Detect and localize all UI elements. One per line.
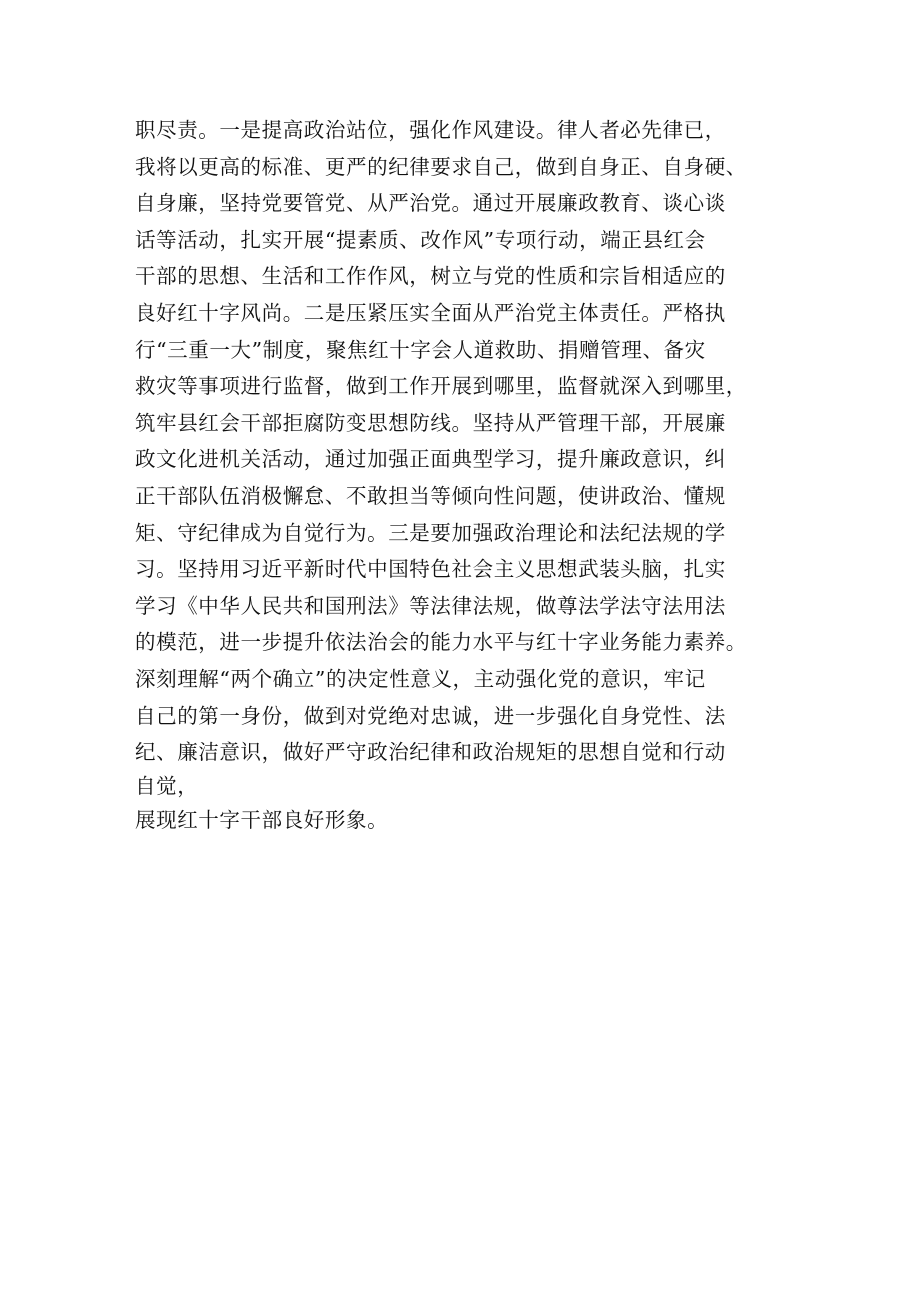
text-line: 矩、守纪律成为自觉行为。三是要加强政治理论和法纪法规的学 — [135, 520, 726, 545]
text-line: 自身廉，坚持党要管党、从严治党。通过开展廉政教育、谈心谈 — [135, 191, 726, 216]
text-line: 习。坚持用习近平新时代中国特色社会主义思想武装头脑，扎实 — [135, 557, 726, 582]
text-line: 深刻理解“两个确立”的决定性意义，主动强化党的意识，牢记 — [135, 666, 706, 691]
text-line: 学习《中华人民共和国刑法》等法律法规，做尊法学法守法用法 — [135, 593, 726, 618]
text-line: 的模范，进一步提升依法治会的能力水平与红十字业务能力素养。 — [135, 630, 747, 655]
text-line: 救灾等事项进行监督，做到工作开展到哪里，监督就深入到哪里， — [135, 374, 747, 399]
text-line: 我将以更高的标准、更严的纪律要求自己，做到自身正、自身硬、 — [135, 154, 747, 179]
text-line: 干部的思想、生活和工作作风，树立与党的性质和宗旨相适应的 — [135, 264, 726, 289]
text-line: 自己的第一身份，做到对党绝对忠诚，进一步强化自身党性、法 — [135, 703, 726, 728]
body-text — [135, 112, 805, 838]
text-line: 正干部队伍消极懈怠、不敢担当等倾向性问题，使讲政治、懂规 — [135, 483, 726, 508]
text-line: 行“三重一大”制度，聚焦红十字会人道救助、捐赠管理、备灾 — [135, 337, 706, 362]
text-line: 自觉， — [135, 773, 199, 798]
text-line: 筑牢县红会干部拒腐防变思想防线。坚持从严管理干部，开展廉 — [135, 410, 726, 435]
text-line: 话等活动，扎实开展“提素质、改作风”专项行动，端正县红会 — [135, 227, 706, 252]
text-line: 职尽责。一是提高政治站位，强化作风建设。律人者必先律已， — [135, 118, 726, 142]
text-line: 纪、廉洁意识，做好严守政治纪律和政治规矩的思想自觉和行动 — [135, 740, 726, 765]
text-line: 展现红十字干部良好形象。 — [135, 807, 389, 832]
text-line: 政文化进机关活动，通过加强正面典型学习，提升廉政意识，纠 — [135, 447, 726, 472]
text-line: 良好红十字风尚。二是压紧压实全面从严治党主体责任。严格执 — [135, 300, 726, 325]
